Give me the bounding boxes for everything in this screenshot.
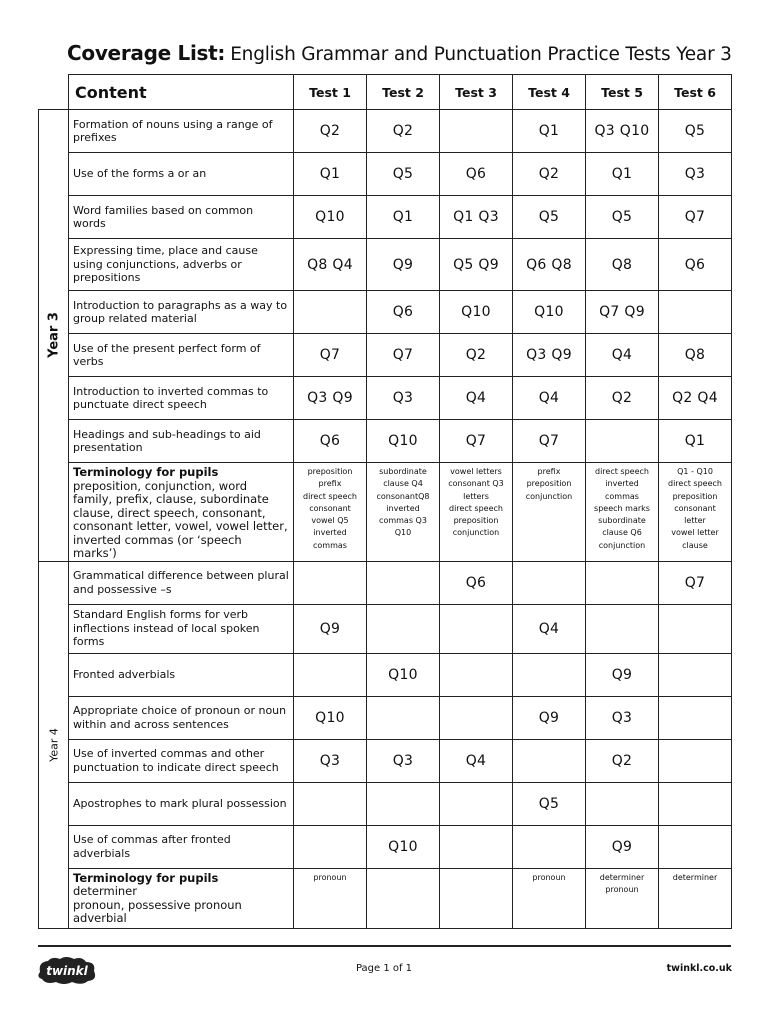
table-row <box>39 696 732 739</box>
row-label: Fronted adverbials <box>69 653 294 696</box>
question-cell <box>586 604 659 653</box>
footer-divider <box>38 945 731 947</box>
question-cell <box>367 696 440 739</box>
header-test-5: Test 5 <box>586 75 659 110</box>
question-cell <box>586 561 659 604</box>
question-cell: Q1 <box>586 153 659 196</box>
row-label: Expressing time, place and cause using conjunctions, adverbs or prepositions <box>69 239 294 291</box>
header-test-3: Test 3 <box>440 75 513 110</box>
terminology-cell: preposition prefix direct speech consonant vowel Q5 inverted commas <box>294 463 367 562</box>
table-row <box>39 604 732 653</box>
header-test-1: Test 1 <box>294 75 367 110</box>
row-label: Word families based on common words <box>69 196 294 239</box>
terminology-label <box>69 868 294 928</box>
question-cell <box>440 110 513 153</box>
question-cell: Q3 <box>294 739 367 782</box>
row-label: Headings and sub-headings to aid presentation <box>69 420 294 463</box>
question-cell: Q7 <box>294 334 367 377</box>
row-label: Use of the present perfect form of verbs <box>69 334 294 377</box>
question-cell: Q4 <box>440 377 513 420</box>
question-cell: Q3 Q10 <box>586 110 659 153</box>
question-cell: Q4 <box>440 739 513 782</box>
table-row <box>39 153 732 196</box>
terminology-cell: subordinate clause Q4 consonantQ8 inverted commas Q3 Q10 <box>367 463 440 562</box>
terminology-body: determiner pronoun, possessive pronoun adverbial <box>73 884 242 925</box>
terminology-heading: Terminology for pupils <box>73 870 219 885</box>
table-row <box>39 334 732 377</box>
row-label: Appropriate choice of pronoun or noun within and across sentences <box>69 696 294 739</box>
question-cell: Q3 <box>367 377 440 420</box>
question-cell: Q5 <box>367 153 440 196</box>
terminology-cell <box>367 868 440 928</box>
question-cell: Q5 <box>586 196 659 239</box>
question-cell: Q10 <box>367 825 440 868</box>
question-cell: Q4 <box>513 604 586 653</box>
row-label: Use of inverted commas and other punctuation to indicate direct speech <box>69 739 294 782</box>
question-cell: Q10 <box>294 196 367 239</box>
question-cell <box>294 291 367 334</box>
table-row <box>39 782 732 825</box>
question-cell <box>659 825 732 868</box>
question-cell: Q3 Q9 <box>294 377 367 420</box>
row-label: Introduction to paragraphs as a way to group related material <box>69 291 294 334</box>
question-cell: Q10 <box>367 653 440 696</box>
terminology-body: preposition, conjunction, word family, prefix, clause, subordinate clause, direct speech, consonant, consonant letter, vowel, vowel letter, inverted commas (or ‘speech marks’) <box>73 478 288 560</box>
question-cell <box>440 825 513 868</box>
table-row <box>39 291 732 334</box>
question-cell: Q4 <box>586 334 659 377</box>
question-cell: Q9 <box>586 825 659 868</box>
question-cell <box>659 653 732 696</box>
year4-label-text: Year 4 <box>47 727 60 762</box>
question-cell <box>513 739 586 782</box>
question-cell: Q7 <box>659 561 732 604</box>
year3-label <box>39 110 69 562</box>
header-test-6: Test 6 <box>659 75 732 110</box>
question-cell: Q6 <box>440 561 513 604</box>
table-row <box>39 420 732 463</box>
row-label: Standard English forms for verb inflections instead of local spoken forms <box>69 604 294 653</box>
table-row <box>39 653 732 696</box>
question-cell: Q5 <box>513 782 586 825</box>
question-cell: Q2 <box>367 110 440 153</box>
question-cell: Q7 <box>513 420 586 463</box>
question-cell <box>294 561 367 604</box>
table-row <box>39 239 732 291</box>
question-cell: Q6 <box>440 153 513 196</box>
question-cell: Q10 <box>367 420 440 463</box>
header-test-4: Test 4 <box>513 75 586 110</box>
header-test-2: Test 2 <box>367 75 440 110</box>
terminology-cell: determiner <box>659 868 732 928</box>
question-cell <box>367 604 440 653</box>
table-row <box>39 377 732 420</box>
question-cell: Q7 Q9 <box>586 291 659 334</box>
question-cell <box>659 696 732 739</box>
question-cell: Q2 <box>440 334 513 377</box>
question-cell: Q3 <box>586 696 659 739</box>
table-row <box>39 196 732 239</box>
coverage-table <box>38 74 732 929</box>
question-cell: Q3 Q9 <box>513 334 586 377</box>
year4-label <box>39 561 69 928</box>
question-cell: Q7 <box>659 196 732 239</box>
question-cell <box>513 825 586 868</box>
question-cell <box>440 653 513 696</box>
question-cell: Q3 <box>659 153 732 196</box>
terminology-row <box>39 868 732 928</box>
question-cell <box>513 561 586 604</box>
row-label: Apostrophes to mark plural possession <box>69 782 294 825</box>
question-cell: Q2 <box>513 153 586 196</box>
year3-label-text: Year 3 <box>46 312 61 359</box>
question-cell: Q6 <box>294 420 367 463</box>
page-title <box>67 41 747 65</box>
question-cell <box>440 782 513 825</box>
question-cell: Q3 <box>367 739 440 782</box>
question-cell <box>659 782 732 825</box>
page-number: Page 1 of 1 <box>355 963 413 974</box>
table-row <box>39 110 732 153</box>
question-cell <box>294 825 367 868</box>
question-cell: Q5 Q9 <box>440 239 513 291</box>
question-cell: Q6 <box>367 291 440 334</box>
question-cell: Q6 <box>659 239 732 291</box>
header-row <box>39 75 732 110</box>
row-label: Use of the forms a or an <box>69 153 294 196</box>
question-cell: Q7 <box>367 334 440 377</box>
terminology-cell: vowel letters consonant Q3 letters direct speech preposition conjunction <box>440 463 513 562</box>
question-cell <box>294 653 367 696</box>
question-cell <box>294 782 367 825</box>
question-cell: Q1 Q3 <box>440 196 513 239</box>
question-cell: Q8 <box>586 239 659 291</box>
table-row <box>39 739 732 782</box>
terminology-cell <box>440 868 513 928</box>
question-cell: Q1 <box>367 196 440 239</box>
question-cell <box>586 782 659 825</box>
question-cell: Q8 <box>659 334 732 377</box>
row-label: Use of commas after fronted adverbials <box>69 825 294 868</box>
question-cell: Q1 <box>659 420 732 463</box>
footer-url: twinkl.co.uk <box>666 963 732 974</box>
question-cell: Q9 <box>513 696 586 739</box>
question-cell <box>659 604 732 653</box>
title-rest: English Grammar and Punctuation Practice Tests Year 3 <box>230 44 732 65</box>
question-cell: Q10 <box>513 291 586 334</box>
terminology-cell: pronoun <box>513 868 586 928</box>
table-row <box>39 825 732 868</box>
question-cell <box>440 696 513 739</box>
header-spacer <box>39 75 69 110</box>
table-row <box>39 561 732 604</box>
question-cell: Q8 Q4 <box>294 239 367 291</box>
terminology-row <box>39 463 732 562</box>
terminology-cell: pronoun <box>294 868 367 928</box>
question-cell: Q1 <box>513 110 586 153</box>
question-cell <box>440 604 513 653</box>
question-cell: Q2 <box>586 377 659 420</box>
question-cell <box>367 561 440 604</box>
question-cell <box>367 782 440 825</box>
question-cell <box>513 653 586 696</box>
header-content: Content <box>69 75 294 110</box>
row-label: Grammatical difference between plural and possessive –s <box>69 561 294 604</box>
question-cell: Q7 <box>440 420 513 463</box>
title-bold: Coverage List: <box>67 41 226 65</box>
question-cell: Q2 <box>294 110 367 153</box>
terminology-cell: prefix preposition conjunction <box>513 463 586 562</box>
question-cell: Q1 <box>294 153 367 196</box>
question-cell: Q5 <box>513 196 586 239</box>
terminology-heading: Terminology for pupils <box>73 465 219 479</box>
terminology-cell: direct speech inverted commas speech marks subordinate clause Q6 conjunction <box>586 463 659 562</box>
terminology-label <box>69 463 294 562</box>
row-label: Formation of nouns using a range of prefixes <box>69 110 294 153</box>
svg-text:twinkl: twinkl <box>46 964 88 978</box>
question-cell: Q2 <box>586 739 659 782</box>
terminology-cell: Q1 - Q10 direct speech preposition consonant letter vowel letter clause <box>659 463 732 562</box>
question-cell: Q10 <box>294 696 367 739</box>
question-cell: Q6 Q8 <box>513 239 586 291</box>
question-cell: Q4 <box>513 377 586 420</box>
question-cell <box>586 420 659 463</box>
question-cell: Q5 <box>659 110 732 153</box>
question-cell: Q9 <box>367 239 440 291</box>
question-cell: Q10 <box>440 291 513 334</box>
question-cell <box>659 291 732 334</box>
row-label: Introduction to inverted commas to punctuate direct speech <box>69 377 294 420</box>
question-cell: Q9 <box>586 653 659 696</box>
question-cell: Q9 <box>294 604 367 653</box>
question-cell: Q2 Q4 <box>659 377 732 420</box>
terminology-cell: determiner pronoun <box>586 868 659 928</box>
question-cell <box>659 739 732 782</box>
